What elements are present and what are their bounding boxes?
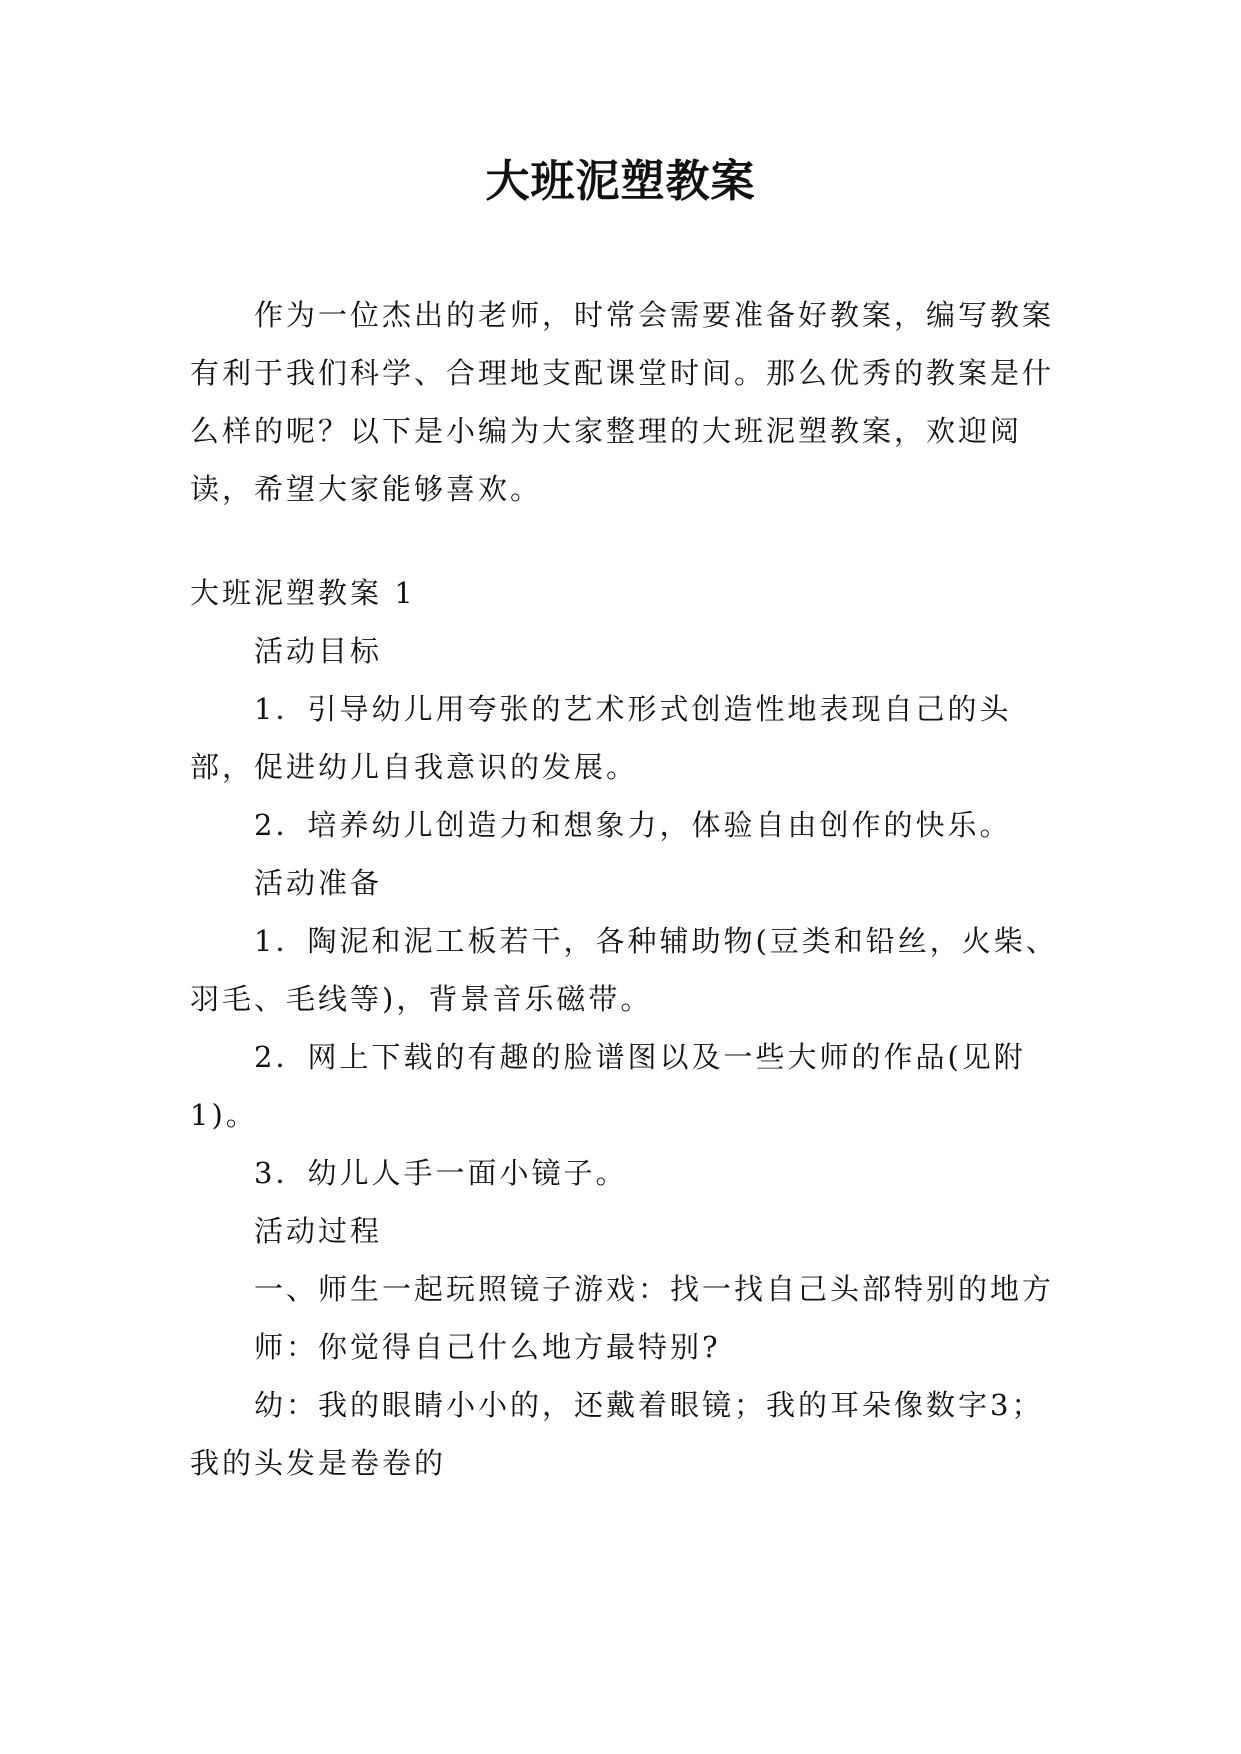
preparation-item-1: 1．陶泥和泥工板若干，各种辅助物(豆类和铅丝，火柴、羽毛、毛线等)，背景音乐磁带。 bbox=[190, 924, 1058, 1016]
heading-activity-process: 活动过程 bbox=[254, 1214, 383, 1248]
teacher-dialogue: 师：你觉得自己什么地方最特别? bbox=[254, 1330, 721, 1364]
section-title: 大班泥塑教案 1 bbox=[190, 576, 416, 610]
paragraph-spacer bbox=[190, 518, 1060, 564]
heading-activity-preparation: 活动准备 bbox=[254, 866, 383, 900]
process-step-1: 一、师生一起玩照镜子游戏：找一找自己头部特别的地方 bbox=[254, 1272, 1055, 1306]
intro-paragraph: 作为一位杰出的老师，时常会需要准备好教案，编写教案有利于我们科学、合理地支配课堂时间。那么优秀的教案是什么样的呢？以下是小编为大家整理的大班泥塑教案，欢迎阅读，希望大家能够喜欢。 bbox=[190, 298, 1055, 506]
heading-activity-goals: 活动目标 bbox=[254, 634, 383, 668]
preparation-item-2: 2．网上下载的有趣的脸谱图以及一些大师的作品(见附1)。 bbox=[190, 1040, 1026, 1132]
child-dialogue: 幼：我的眼睛小小的，还戴着眼镜；我的耳朵像数字3；我的头发是卷卷的 bbox=[190, 1388, 1044, 1480]
document-title: 大班泥塑教案 bbox=[485, 156, 756, 207]
document-body bbox=[190, 286, 1060, 1492]
preparation-item-3: 3．幼儿人手一面小镜子。 bbox=[254, 1156, 628, 1190]
goal-item-1: 1．引导幼儿用夸张的艺术形式创造性地表现自己的头部，促进幼儿自我意识的发展。 bbox=[190, 692, 1012, 784]
goal-item-2: 2．培养幼儿创造力和想象力，体验自由创作的快乐。 bbox=[254, 808, 1012, 842]
